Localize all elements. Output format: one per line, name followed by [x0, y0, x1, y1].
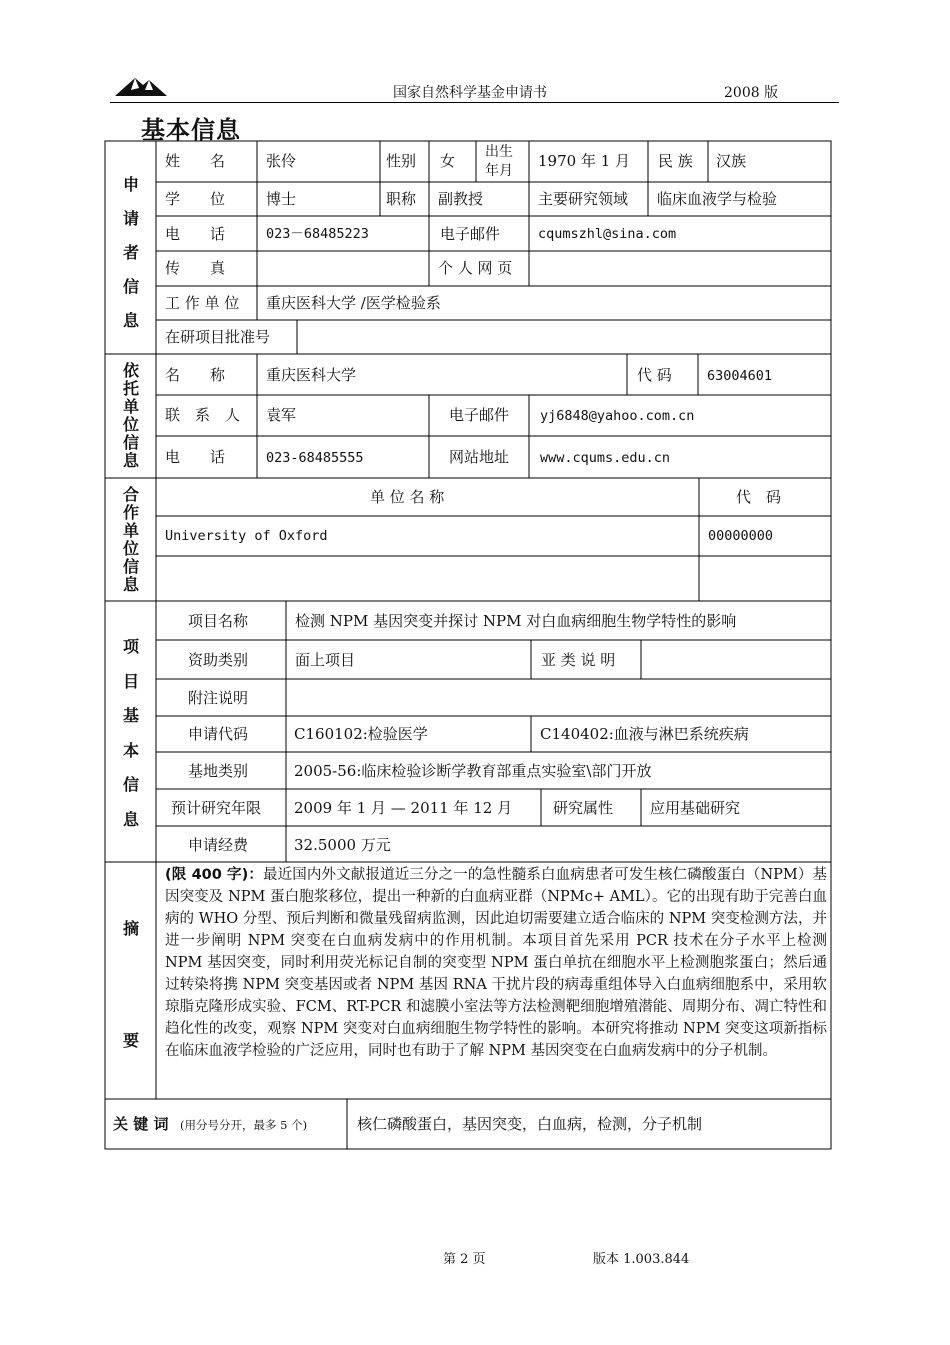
- abstract-limit-label: (限 400 字)：: [165, 867, 264, 883]
- applicant-ethnic: 汉族: [716, 152, 747, 170]
- gender-label: 性别: [386, 152, 417, 170]
- page-number: 第 2 页: [443, 1252, 486, 1267]
- host-name-label: 名 称: [165, 366, 226, 384]
- host-code: 63004601: [707, 368, 773, 384]
- applicant-field: 临床血液学与检验: [657, 190, 778, 208]
- budget-value: 32.5000 万元: [294, 836, 391, 854]
- fax-label: 传 真: [165, 259, 226, 277]
- keywords-value: 核仁磷酸蛋白，基因突变，白血病，检测，分子机制: [357, 1115, 703, 1133]
- partner-side-label: 合 作 单 位 信 息: [122, 485, 139, 594]
- version-label: 2008 版: [724, 85, 779, 101]
- host-name: 重庆医科大学: [266, 366, 357, 384]
- partner-col-code: 代 码: [736, 488, 782, 506]
- host-website-label: 网站地址: [449, 448, 510, 466]
- apply-code-label: 申请代码: [188, 725, 249, 743]
- birth-label-line2: 年月: [485, 163, 513, 179]
- apply-code-2: C140402:血液与淋巴系统疾病: [540, 725, 749, 743]
- period-label: 预计研究年限: [171, 799, 262, 817]
- partner-row-name: University of Oxford: [165, 528, 328, 544]
- partner-col-name: 单 位 名 称: [370, 488, 445, 506]
- applicant-side-label: 申 请 者 信 息: [122, 175, 139, 330]
- partner-row-code: 00000000: [708, 528, 774, 544]
- applicant-unit: 重庆医科大学 /医学检验系: [266, 294, 441, 312]
- document-title: 国家自然科学基金申请书: [393, 85, 547, 101]
- email-label: 电子邮件: [440, 225, 501, 243]
- project-name: 检测 NPM 基因突变并探讨 NPM 对白血病细胞生物学特性的影响: [295, 612, 737, 630]
- host-contact-label: 联 系 人: [165, 406, 241, 424]
- funding-label: 资助类别: [188, 651, 249, 669]
- degree-label: 学 位: [165, 190, 226, 208]
- attr-value: 应用基础研究: [650, 799, 741, 817]
- abstract-body: 最近国内外文献报道近三分之一的急性髓系白血病患者可发生核仁磷酸蛋白（NPM）基因突变及 NPM 蛋白胞浆移位，提出一种新的白血病亚群（NPMc+ AML）。它的出现有助于完善白血病的 WHO 分型、预后判断和微量残留病监测，因此迫切需要建立适合临床的 NPM 突变检测方法，并进一步阐明 NPM 突变在白血病发病中的作用机制。本项目首先采用 PCR 技术在分子水平上检测 NPM 基因突变，同时利用荧光标记自制的突变型 NPM 蛋白单抗在细胞水平上检测胞浆蛋白；然后通过转染将携 NPM 突变基因或者 NPM 基因 RNA 干扰片段的病毒重组体导入白血病细胞系中，采用软琼脂克隆形成实验、FCM、RT-PCR 和滤膜小室法等方法检测靶细胞增殖潜能、周期分布、凋亡特性和趋化性的改变，观察 NPM 突变对白血病细胞生物学特性的影响。本研究将推动 NPM 突变这项新指标在临床血液学检验的广泛应用，同时也有助于了解 NPM 基因突变在白血病发病中的分子机制。: [165, 867, 827, 1059]
- title-label: 职称: [386, 190, 417, 208]
- keywords-hint: (用分号分开，最多 5 个): [180, 1118, 308, 1132]
- base-value: 2005-56:临床检验诊断学教育部重点实验室\部门开放: [294, 762, 652, 780]
- host-email: yj6848@yahoo.com.cn: [540, 408, 695, 424]
- form-version: 版本 1.003.844: [593, 1252, 690, 1267]
- birth-label-line1: 出生: [485, 144, 513, 160]
- host-website: www.cqums.edu.cn: [540, 450, 671, 466]
- applicant-gender: 女: [440, 152, 456, 170]
- field-label: 主要研究领域: [538, 190, 629, 208]
- period-value: 2009 年 1 月 — 2011 年 12 月: [294, 799, 513, 817]
- funding-value: 面上项目: [295, 651, 356, 669]
- host-contact: 袁军: [266, 406, 297, 424]
- phone-label: 电 话: [165, 225, 226, 243]
- subclass-label: 亚 类 说 明: [541, 651, 616, 669]
- applicant-degree: 博士: [266, 190, 297, 208]
- name-label: 姓 名: [165, 152, 226, 170]
- project-name-label: 项目名称: [188, 612, 249, 630]
- host-phone-label: 电 话: [165, 448, 226, 466]
- applicant-name: 张伶: [266, 152, 297, 170]
- host-side-label: 依 托 单 位 信 息: [122, 361, 139, 470]
- host-email-label: 电子邮件: [449, 406, 510, 424]
- project-side-label: 项 目 基 本 信 息: [122, 637, 139, 829]
- applicant-birth: 1970 年 1 月: [538, 152, 631, 170]
- ethnic-label: 民 族: [658, 152, 693, 170]
- note-label: 附注说明: [188, 689, 249, 707]
- section-title: 基本信息: [141, 116, 241, 144]
- applicant-email: cqumszhl@sina.com: [538, 226, 677, 242]
- abstract-side-label-bottom: 要: [122, 1031, 139, 1050]
- abstract-text: [165, 864, 827, 1062]
- budget-label: 申请经费: [188, 836, 249, 854]
- base-label: 基地类别: [188, 762, 249, 780]
- homepage-label: 个 人 网 页: [438, 259, 513, 277]
- abstract-side-label-top: 摘: [122, 919, 139, 938]
- unit-label: 工 作 单 位: [165, 294, 240, 312]
- host-phone: 023-68485555: [266, 450, 364, 466]
- applicant-title: 副教授: [438, 190, 484, 208]
- host-code-label: 代 码: [637, 366, 672, 384]
- apply-code-1: C160102:检验医学: [294, 725, 428, 743]
- keywords-label: 关 键 词: [113, 1115, 169, 1133]
- applicant-phone: 023－68485223: [266, 226, 369, 242]
- attr-label: 研究属性: [553, 799, 614, 817]
- project-no-label: 在研项目批准号: [165, 328, 271, 346]
